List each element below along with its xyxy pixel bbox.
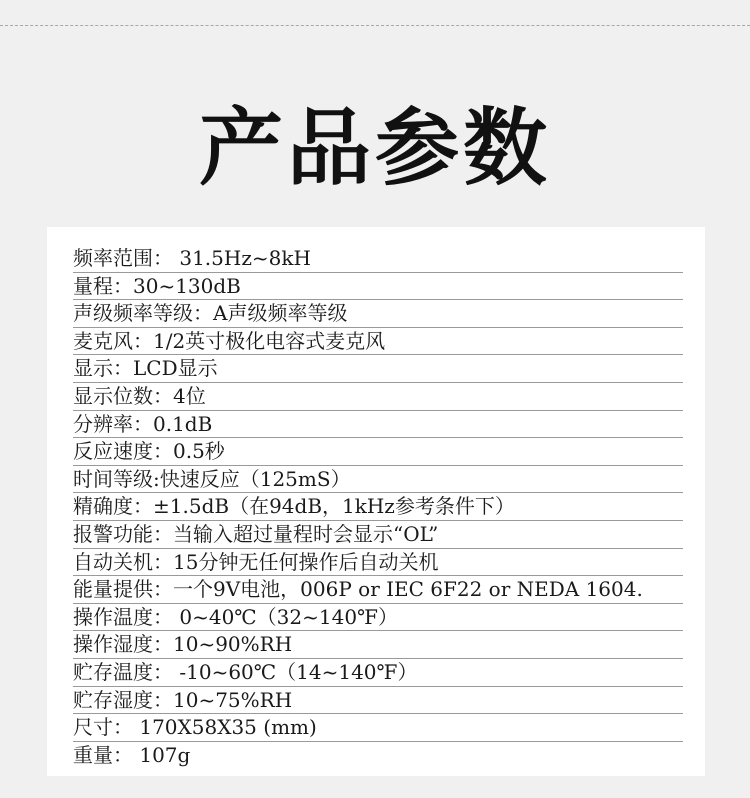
spec-row-operating-humidity: 操作湿度：10~90%RH: [73, 631, 683, 659]
spec-row-resolution: 分辨率：0.1dB: [73, 411, 683, 439]
spec-row-storage-temperature: 贮存温度： -10~60℃（14~140℉）: [73, 659, 683, 687]
spec-row-alarm: 报警功能：当输入超过量程时会显示“OL”: [73, 521, 683, 549]
spec-row-accuracy: 精确度：±1.5dB（在94dB，1kHz参考条件下）: [73, 493, 683, 521]
spec-row-operating-temperature: 操作温度： 0~40℃（32~140℉）: [73, 604, 683, 632]
spec-row-frequency-weighting: 声级频率等级：A声级频率等级: [73, 300, 683, 328]
spec-list: [73, 245, 683, 769]
spec-row-auto-power-off: 自动关机：15分钟无任何操作后自动关机: [73, 549, 683, 577]
page-title: 产品参数: [198, 99, 551, 197]
spec-row-measuring-range: 量程：30~130dB: [73, 273, 683, 301]
spec-row-storage-humidity: 贮存湿度：10~75%RH: [73, 687, 683, 715]
spec-row-display: 显示：LCD显示: [73, 355, 683, 383]
spec-row-dimensions: 尺寸： 170X58X35 (mm): [73, 714, 683, 742]
spec-row-microphone: 麦克风：1/2英寸极化电容式麦克风: [73, 328, 683, 356]
spec-row-display-digits: 显示位数：4位: [73, 383, 683, 411]
spec-card: [47, 227, 705, 776]
spec-row-frequency-range: 频率范围： 31.5Hz~8kH: [73, 245, 683, 273]
spec-row-power-supply: 能量提供：一个9V电池，006P or IEC 6F22 or NEDA 1604.: [73, 576, 683, 604]
spec-row-time-weighting: 时间等级:快速反应（125mS）: [73, 466, 683, 494]
spec-row-response-speed: 反应速度：0.5秒: [73, 438, 683, 466]
top-dashed-divider: [0, 25, 750, 26]
spec-row-weight: 重量： 107g: [73, 742, 191, 767]
